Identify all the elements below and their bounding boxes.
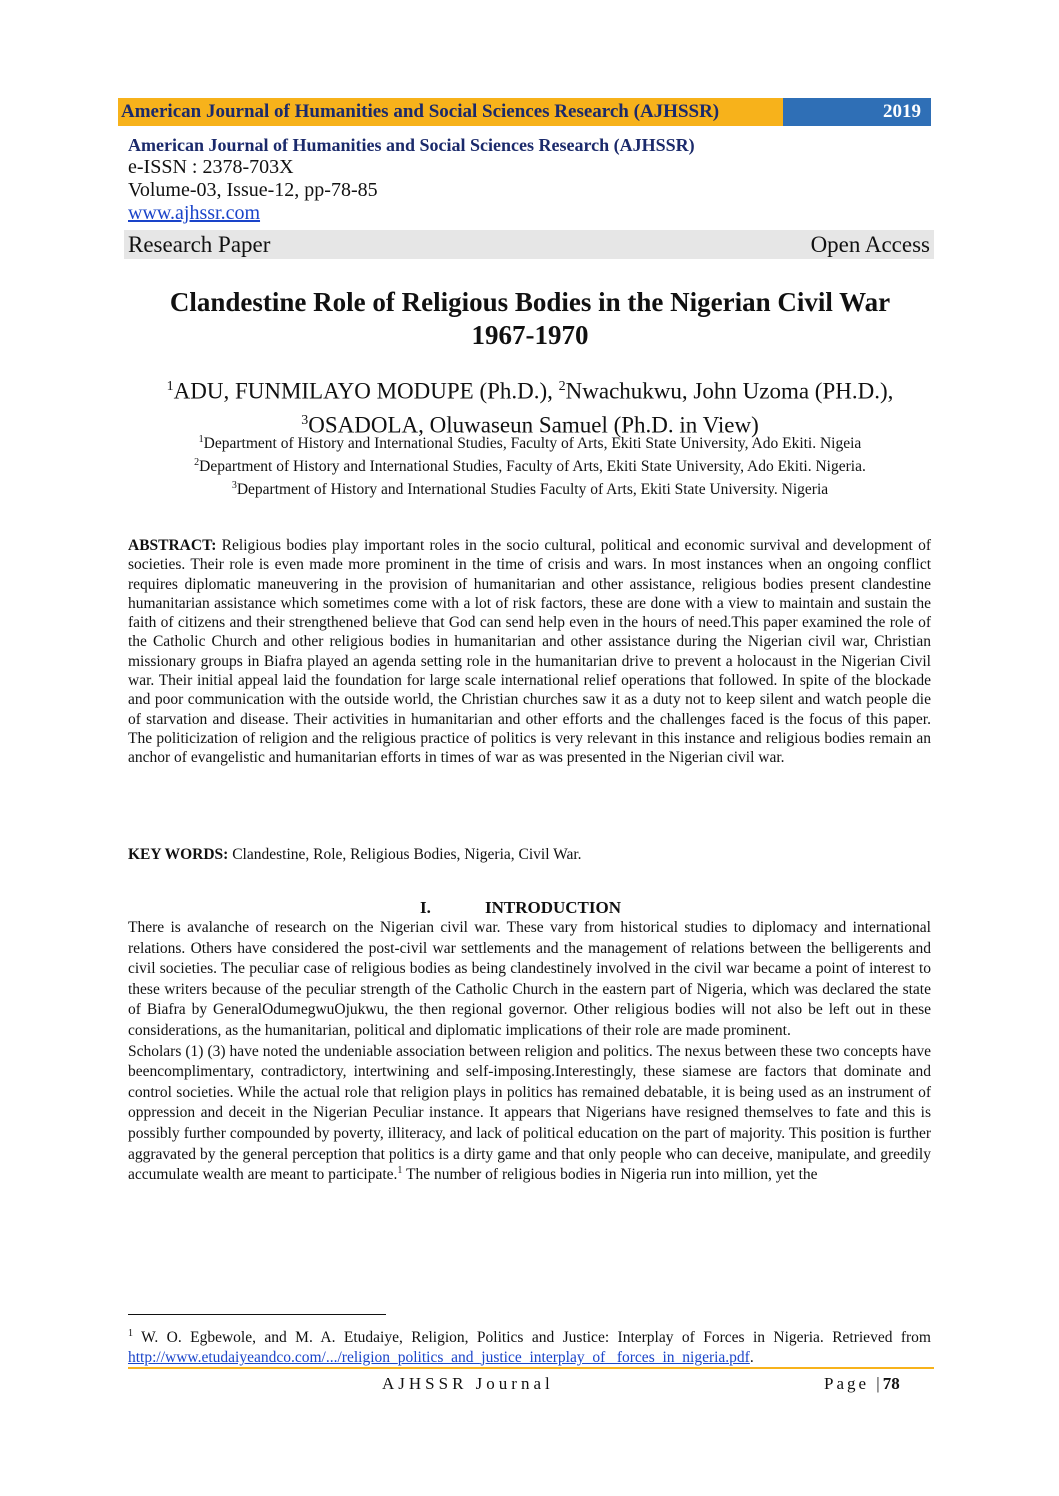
footnote-divider xyxy=(128,1314,386,1315)
journal-info xyxy=(128,134,933,225)
affiliation-2-marker: 2 xyxy=(194,457,200,469)
title-line-2: 1967-1970 xyxy=(471,320,589,350)
footnote-ref[interactable]: 1 xyxy=(397,1164,403,1176)
paragraph-1: There is avalanche of research on the Nigerian civil war. These vary from historical studies to diplomacy and international relations. Others have considered the post-civil war settlements and the management of relations between the belligerents and civil societies. The peculiar case of religious bodies as being clandestinely involved in the civil war became a point of interest to these writers because of the peculiar strength of the Catholic Church in the eastern part of Nigeria, which was declared the state of Biafra by GeneralOdumegwuOjukwu, the then regional governor. Other religious bodies will not also be left out in these considerations, as the humanitarian, political and diplomatic implications of their role are made prominent. xyxy=(128,919,931,1039)
eissn: e-ISSN : 2378-703X xyxy=(128,156,294,178)
footnote-text: W. O. Egbewole, and M. A. Etudaiye, Religion, Politics and Justice: Interplay of Forces in Nigeria. Retrieved from xyxy=(133,1329,931,1347)
abstract-label: ABSTRACT: xyxy=(128,537,217,554)
paragraph-2-text-a: Scholars (1) (3) have noted the undeniable association between religion and politics. The nexus between these two concepts have beencomplimentary, contradictory, intertwining and self-imposing.Interestingly, these siamese are factors that dominate and control societies. While the actual role that religion plays in politics has remained debatable, it is being used as an instrument of oppression and deceit in the Nigerian Peculiar instance. It appears that Nigerians have resigned themselves to fate and this is possibly further compounded by poverty, illiteracy, and lack of political education on the part of majority. This position is further aggravated by the general perception that politics is a dirty game and that only people who can deceive, manipulate, and greedily accumulate wealth are meant to participate. xyxy=(128,1042,931,1184)
paper-type-bar xyxy=(124,230,934,259)
footer-journal: AJHSSR Journal xyxy=(382,1374,554,1393)
footnote-marker: 1 xyxy=(128,1328,133,1339)
paper-type: Research Paper xyxy=(128,231,271,257)
body-text xyxy=(128,918,931,1186)
author-1: ADU, FUNMILAYO MODUPE (Ph.D.), xyxy=(173,378,559,404)
footnote-end: . xyxy=(749,1349,754,1367)
keywords-text: Clandestine, Role, Religious Bodies, Nigeria, Civil War. xyxy=(228,846,582,863)
affiliation-2 xyxy=(110,453,950,476)
affiliation-3-marker: 3 xyxy=(231,480,237,492)
footer-divider xyxy=(128,1367,934,1369)
affiliation-3-text: Department of History and International Studies Faculty of Arts, Ekiti State University. Nigeria xyxy=(236,481,829,499)
header-journal-title: American Journal of Humanities and Social Sciences Research (AJHSSR) xyxy=(118,98,783,126)
footnote-link[interactable]: http://www.etudaiyeandco.com/.../religion_politics_and_justice_interplay_of_ forces_in_nigeria.pdf xyxy=(128,1349,750,1367)
footer-page xyxy=(824,1374,900,1394)
header-band xyxy=(118,98,931,126)
volume-info: Volume-03, Issue-12, pp-78-85 xyxy=(128,179,378,201)
author-2-marker: 2 xyxy=(558,379,566,394)
keywords xyxy=(128,845,931,864)
paper-title xyxy=(120,286,940,352)
keywords-label: KEY WORDS: xyxy=(128,846,229,863)
affiliations xyxy=(110,430,950,499)
journal-url-link[interactable]: www.ajhssr.com xyxy=(128,202,261,224)
journal-name: American Journal of Humanities and Social Sciences Research (AJHSSR) xyxy=(128,135,695,155)
affiliation-2-text: Department of History and International Studies, Faculty of Arts, Ekiti State University, Ado Ekiti. Nigeria. xyxy=(199,458,866,476)
title-line-1: Clandestine Role of Religious Bodies in the Nigerian Civil War xyxy=(169,287,891,317)
footer-page-number: 78 xyxy=(882,1374,900,1393)
author-2: Nwachukwu, John Uzoma (PH.D.), xyxy=(565,378,894,404)
abstract xyxy=(128,536,931,768)
affiliation-1 xyxy=(110,430,950,453)
footer-page-label: Page | xyxy=(824,1374,883,1393)
paragraph-2-text-b: The number of religious bodies in Nigeria run into million, yet the xyxy=(402,1166,818,1184)
affiliation-3 xyxy=(110,476,950,499)
author-3-marker: 3 xyxy=(301,412,309,428)
affiliation-1-text: Department of History and International Studies, Faculty of Arts, Ekiti State University, Ado Ekiti. Nigeia xyxy=(203,435,862,453)
header-year: 2019 xyxy=(783,98,931,126)
affiliation-1-marker: 1 xyxy=(198,434,204,445)
section-title: INTRODUCTION xyxy=(485,898,622,917)
footnote xyxy=(128,1324,931,1368)
paragraph-2 xyxy=(128,1042,931,1186)
author-3: OSADOLA, Oluwaseun Samuel (Ph.D. in View) xyxy=(308,412,759,438)
section-number: I. xyxy=(420,898,431,917)
author-1-marker: 1 xyxy=(166,379,174,394)
access-type: Open Access xyxy=(810,231,930,257)
abstract-text: Religious bodies play important roles in the socio cultural, political and economic survival and development of societies. Their role is even made more prominent in the time of crisis and wars. In most instances when an ongoing conflict requires diplomatic maneuvering in the provision of humanitarian and other assistance, religious bodies present clandestine humanitarian assistance which sometimes come with a lot of risk factors, these are done with a view to maintain and sustain the faith of citizens and their strengthened believe that God can send help even in the hours of need.This paper examined the role of the Catholic Church and other religious bodies in humanitarian and other assistance during the Nigerian civil war, Christian missionary groups in Biafra played an agenda setting role in the humanitarian drive to prevent a holocaust in the Nigerian Civil war. Their initial appeal laid the foundation for large scale international relief operations that followed. In spite of the blockade and poor communication with the outside world, the Christian churches saw it as a duty not to keep silent and watch people die of starvation and disease. Their activities in humanitarian and other efforts and the challenges faced is the focus of this paper. The politicization of religion and the religious practice of politics is very relevant in this instance and religious bodies remain an anchor of evangelistic and humanitarian efforts in times of war as was presented in the Nigerian civil war. xyxy=(128,537,931,767)
